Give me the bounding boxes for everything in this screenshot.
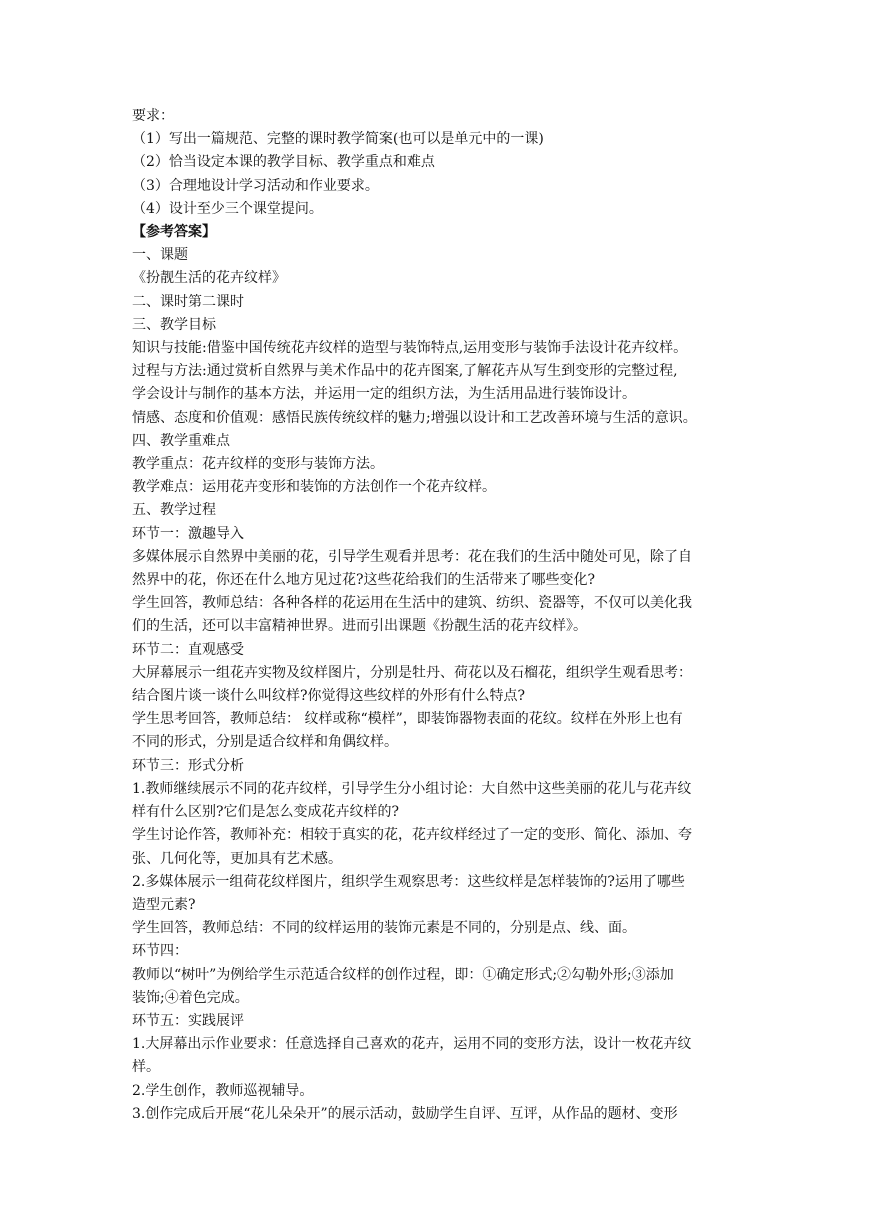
- paragraph-line: 学会设计与制作的基本方法，并运用一定的组织方法，为生活用品进行装饰设计。: [132, 386, 636, 403]
- paragraph-line: 然界中的花，你还在什么地方见过花?这些花给我们的生活带来了哪些变化?: [132, 572, 596, 589]
- paragraph-line: 1.教师继续展示不同的花卉纹样，引导学生分小组讨论：大自然中这些美丽的花儿与花卉纹: [132, 780, 692, 797]
- lesson-title: 《扮靓生活的花卉纹样》: [132, 270, 286, 287]
- paragraph-line: 样有什么区别?它们是怎么变成花卉纹样的?: [132, 804, 400, 821]
- paragraph-line: 多媒体展示自然界中美丽的花，引导学生观看并思考：花在我们的生活中随处可见，除了自: [132, 548, 692, 565]
- paragraph-line: 张、几何化等，更加具有艺术感。: [132, 850, 342, 867]
- paragraph-line: 大屏幕展示一组花卉实物及纹样图片，分别是牡丹、荷花以及石榴花，组织学生观看思考：: [132, 664, 692, 681]
- section-heading: 四、教学重难点: [132, 432, 230, 449]
- step-heading: 环节四：: [132, 943, 188, 960]
- section-heading: 三、教学目标: [132, 316, 216, 333]
- document-body: [132, 105, 742, 1126]
- paragraph-line: 教学重点：花卉纹样的变形与装饰方法。: [132, 456, 384, 473]
- section-heading: 五、教学过程: [132, 502, 216, 519]
- requirement-item: （3）合理地设计学习活动和作业要求。: [132, 177, 379, 194]
- paragraph-line: 情感、态度和价值观：感悟民族传统纹样的魅力;增强以设计和工艺改善环境与生活的意识。: [132, 409, 697, 426]
- paragraph-line: 过程与方法:通过赏析自然界与美术作品中的花卉图案,了解花卉从写生到变形的完整过程,: [132, 363, 678, 380]
- section-heading: 二、课时第二课时: [132, 293, 244, 310]
- paragraph-line: 们的生活，还可以丰富精神世界。进而引出课题《扮靓生活的花卉纹样》。: [132, 618, 587, 635]
- step-heading: 环节五：实践展评: [132, 1012, 244, 1029]
- paragraph-line: 学生回答，教师总结：各种各样的花运用在生活中的建筑、纺织、瓷器等，不仅可以美化我: [132, 595, 692, 612]
- requirements-heading: 要求：: [132, 108, 174, 124]
- step-heading: 环节一：激趣导入: [132, 525, 244, 542]
- paragraph-line: 不同的形式，分别是适合纹样和角偶纹样。: [132, 734, 398, 751]
- paragraph-line: 2.学生创作，教师巡视辅导。: [132, 1082, 314, 1099]
- paragraph-line: 结合图片谈一谈什么叫纹样?你觉得这些纹样的外形有什么特点?: [132, 688, 526, 705]
- paragraph-line: 学生回答，教师总结：不同的纹样运用的装饰元素是不同的，分别是点、线、面。: [132, 920, 636, 937]
- paragraph-line: 造型元素?: [132, 896, 196, 913]
- paragraph-line: 装饰;④着色完成。: [132, 989, 249, 1006]
- paragraph-line: 样。: [132, 1059, 160, 1076]
- reference-answer-heading: 【参考答案】: [132, 224, 216, 241]
- paragraph-line: 知识与技能:借鉴中国传统花卉纹样的造型与装饰特点,运用变形与装饰手法设计花卉纹样。: [132, 340, 688, 357]
- requirement-item: （4）设计至少三个课堂提问。: [132, 200, 323, 217]
- step-heading: 环节三：形式分析: [132, 757, 244, 774]
- paragraph-line: 教学难点：运用花卉变形和装饰的方法创作一个花卉纹样。: [132, 479, 496, 496]
- requirement-item: （1）写出一篇规范、完整的课时教学简案(也可以是单元中的一课): [132, 131, 544, 148]
- paragraph-line: 2.多媒体展示一组荷花纹样图片，组织学生观察思考：这些纹样是怎样装饰的?运用了哪些: [132, 873, 685, 890]
- paragraph-line: 学生讨论作答，教师补充：相较于真实的花，花卉纹样经过了一定的变形、简化、添加、夸: [132, 827, 692, 844]
- section-heading: 一、课题: [132, 247, 188, 264]
- paragraph-line: 3.创作完成后开展“花儿朵朵开”的展示活动，鼓励学生自评、互评，从作品的题材、变形: [132, 1105, 678, 1122]
- paragraph-line: 1.大屏幕出示作业要求：任意选择自己喜欢的花卉，运用不同的变形方法，设计一枚花卉纹: [132, 1036, 692, 1053]
- paragraph-line: 学生思考回答，教师总结： 纹样或称“模样”，即装饰器物表面的花纹。纹样在外形上也有: [132, 711, 683, 728]
- step-heading: 环节二：直观感受: [132, 641, 244, 658]
- requirement-item: （2）恰当设定本课的教学目标、教学重点和难点: [132, 154, 435, 171]
- paragraph-line: 教师以“树叶”为例给学生示范适合纹样的创作过程，即：①确定形式;②勾勒外形;③添加: [132, 966, 674, 983]
